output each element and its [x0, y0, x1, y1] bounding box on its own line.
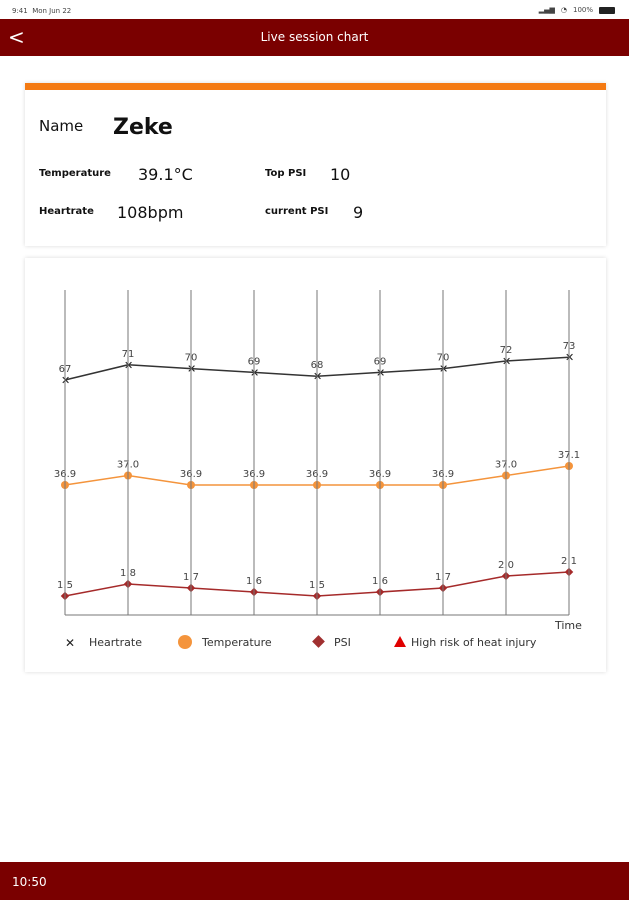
legend-high-risk: High risk of heat injury — [411, 636, 537, 649]
data-label: 72 — [499, 345, 513, 356]
back-button[interactable]: < — [8, 25, 25, 49]
heartrate-point: ✕ — [502, 355, 512, 368]
top-psi-label: Top PSI — [265, 168, 307, 179]
data-label: 1.7 — [435, 572, 451, 583]
data-label: 1.5 — [57, 580, 73, 591]
athlete-name: Zeke — [113, 115, 173, 140]
data-label: 69 — [373, 356, 387, 368]
data-label: 67 — [58, 364, 72, 375]
data-label: 1.7 — [183, 572, 199, 583]
heartrate-point: ✕ — [565, 351, 575, 365]
data-label: 70 — [436, 352, 450, 364]
data-label: 36.9 — [305, 469, 329, 480]
legend-psi-icon — [312, 635, 325, 648]
heartrate-point: ✕ — [187, 362, 197, 376]
chart-card — [25, 258, 606, 672]
data-label: 1.5 — [309, 580, 325, 591]
current-psi-label: current PSI — [265, 206, 329, 217]
footer-bar — [0, 862, 629, 900]
heartrate-point: ✕ — [313, 370, 323, 384]
temperature-label: Temperature — [39, 168, 111, 179]
data-label: 2.0 — [498, 560, 514, 571]
data-label: 37.1 — [557, 450, 581, 461]
current-psi-value: 9 — [353, 203, 364, 222]
legend-temperature: Temperature — [202, 636, 272, 649]
status-bar — [0, 0, 629, 19]
heartrate-point: ✕ — [124, 358, 134, 372]
page-title: Live session chart — [260, 30, 369, 44]
data-label: 37.0 — [116, 459, 140, 471]
data-label: 1.6 — [246, 576, 262, 587]
heartrate-label: Heartrate — [39, 206, 94, 217]
data-label: 36.9 — [242, 469, 266, 480]
legend-high-risk-icon — [394, 636, 406, 647]
data-label: 71 — [121, 348, 135, 360]
footer-time: 10:50 — [12, 875, 47, 889]
data-label: 1.8 — [120, 568, 136, 579]
data-label: 69 — [247, 356, 261, 368]
x-axis-label: Time — [555, 619, 582, 632]
data-label: 2.1 — [561, 556, 577, 567]
wifi-icon: ◔ — [560, 6, 567, 14]
data-label: 36.9 — [431, 469, 455, 480]
athlete-info-card — [25, 83, 606, 246]
heartrate-point: ✕ — [439, 362, 449, 376]
data-label: 73 — [562, 341, 576, 353]
battery-icon — [599, 7, 615, 14]
live-chart — [25, 258, 606, 672]
data-label: 1.6 — [372, 576, 388, 587]
top-psi-value: 10 — [330, 165, 351, 184]
battery-label: 100% — [572, 6, 593, 14]
heartrate-point: ✕ — [376, 366, 386, 380]
legend-temperature-icon — [178, 635, 192, 649]
data-label: 37.0 — [494, 459, 518, 471]
data-label: 36.9 — [53, 469, 77, 480]
legend-heartrate: Heartrate — [89, 636, 142, 649]
legend-heartrate-icon: ✕ — [65, 636, 76, 650]
heartrate-value: 108bpm — [117, 203, 184, 222]
data-label: 70 — [184, 352, 198, 364]
data-label: 36.9 — [179, 469, 203, 480]
legend — [65, 635, 537, 650]
heartrate-point: ✕ — [250, 366, 260, 380]
name-label: Name — [39, 117, 84, 135]
nav-bar — [0, 19, 629, 56]
temperature-value: 39.1°C — [138, 165, 193, 184]
data-label: 36.9 — [368, 469, 392, 480]
signal-icon: ▂▄▆ — [538, 6, 555, 14]
status-time: 9:41 Mon Jun 22 — [12, 7, 72, 15]
heartrate-point: ✕ — [61, 374, 71, 387]
legend-psi: PSI — [334, 636, 351, 649]
data-label: 68 — [310, 360, 324, 372]
